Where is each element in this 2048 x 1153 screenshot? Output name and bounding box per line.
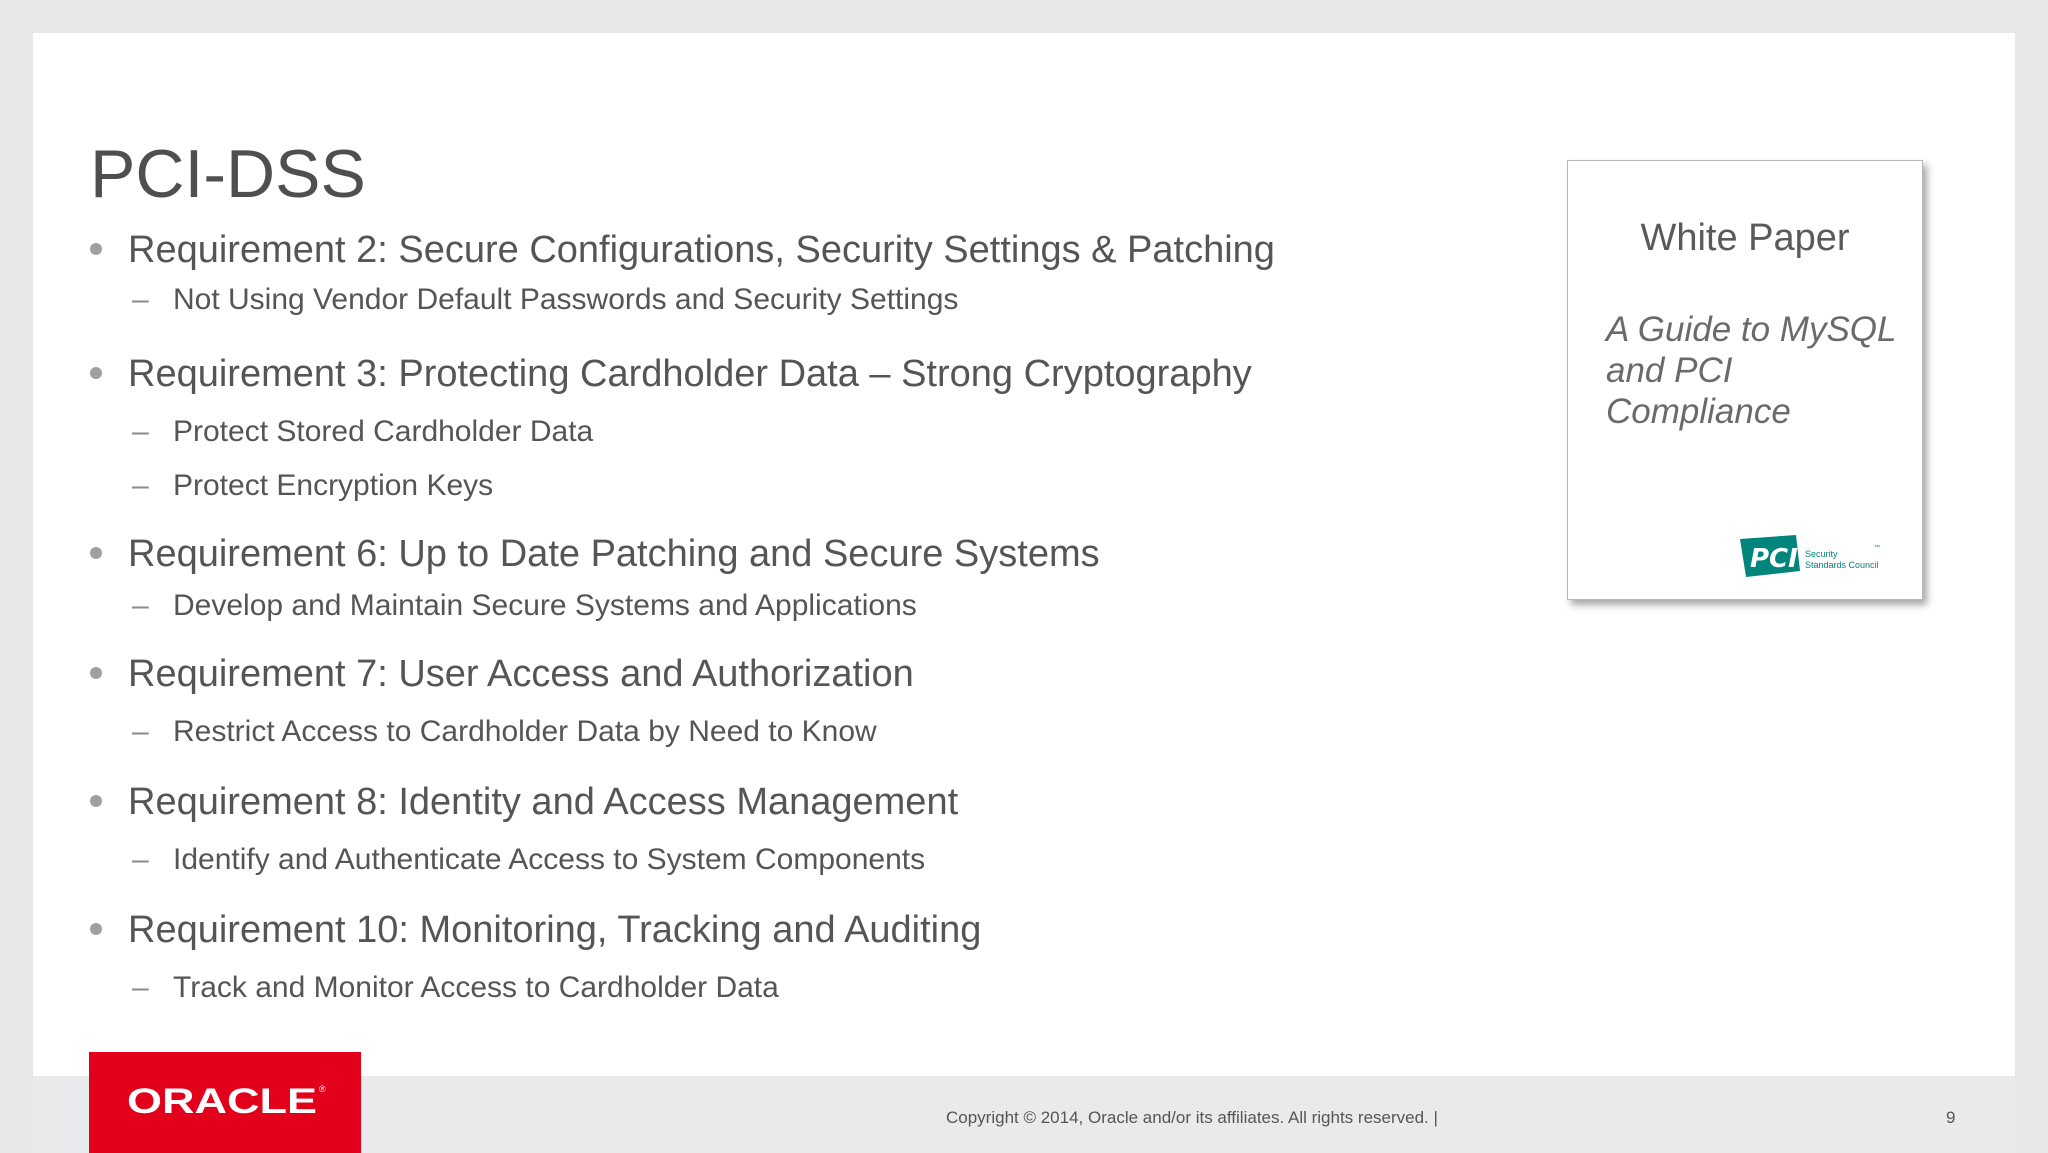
sub-item-label: Develop and Maintain Secure Systems and Applications (173, 589, 917, 622)
whitepaper-thumbnail (1567, 160, 1923, 600)
pci-logo-tm: ™ (1874, 545, 1880, 551)
requirement-item (90, 776, 1490, 828)
pci-logo-icon (1738, 533, 1888, 583)
whitepaper-subtitle-line: and PCI Compliance (1606, 351, 1791, 431)
slide-title: PCI-DSS (90, 136, 366, 212)
dash-icon: – (132, 715, 149, 748)
bullet-icon (90, 795, 102, 807)
bullet-icon (90, 243, 102, 255)
dash-icon: – (132, 283, 149, 316)
requirement-label: Requirement 10: Monitoring, Tracking and Auditing (128, 909, 982, 951)
oracle-logo-icon (89, 1052, 361, 1153)
oracle-logo-mark: ® (319, 1084, 326, 1094)
requirement-item (90, 348, 1490, 400)
bullet-icon (90, 923, 102, 935)
requirement-label: Requirement 3: Protecting Cardholder Data – Strong Cryptography (128, 353, 1252, 395)
oracle-logo-text: ORACLE (127, 1082, 317, 1121)
sub-item (90, 838, 1490, 882)
sub-item-label: Restrict Access to Cardholder Data by Need to Know (173, 715, 877, 748)
sub-item (90, 966, 1490, 1010)
requirement-label: Requirement 8: Identity and Access Management (128, 781, 959, 823)
sub-item-label: Protect Stored Cardholder Data (173, 415, 594, 448)
requirement-item (90, 528, 1490, 580)
requirement-label: Requirement 6: Up to Date Patching and Secure Systems (128, 533, 1100, 575)
requirement-label: Requirement 7: User Access and Authorization (128, 653, 914, 695)
requirements-list (90, 224, 1490, 1010)
dash-icon: – (132, 971, 149, 1004)
pci-logo-text: PCI (1750, 544, 1798, 574)
page-number: 9 (1946, 1108, 1956, 1127)
copyright-text: Copyright © 2014, Oracle and/or its affiliates. All rights reserved. | (946, 1108, 1438, 1127)
whitepaper-subtitle-line: A Guide to MySQL (1606, 310, 1897, 349)
dash-icon: – (132, 415, 149, 448)
sub-item-label: Not Using Vendor Default Passwords and Security Settings (173, 283, 959, 316)
sub-item (90, 710, 1490, 754)
sub-item (90, 410, 1490, 454)
bullet-icon (90, 547, 102, 559)
sub-item (90, 584, 1490, 628)
bullet-icon (90, 667, 102, 679)
requirement-item (90, 904, 1490, 956)
oracle-logo (89, 1052, 361, 1153)
whitepaper-heading: White Paper (1640, 217, 1850, 259)
dash-icon: – (132, 469, 149, 502)
dash-icon: – (132, 589, 149, 622)
pci-logo-caption: Standards Council (1805, 560, 1879, 570)
pci-logo-caption: Security (1805, 549, 1838, 559)
sub-item-label: Identify and Authenticate Access to System Components (173, 843, 926, 876)
requirement-item (90, 648, 1490, 700)
sub-item-label: Track and Monitor Access to Cardholder Data (173, 971, 779, 1004)
sub-item-label: Protect Encryption Keys (173, 469, 494, 502)
requirement-label: Requirement 2: Secure Configurations, Security Settings & Patching (128, 229, 1275, 271)
whitepaper-subtitle (1606, 309, 1926, 432)
dash-icon: – (132, 843, 149, 876)
bullet-icon (90, 367, 102, 379)
sub-item (90, 278, 1490, 322)
requirement-item (90, 224, 1490, 276)
sub-item (90, 464, 1490, 508)
